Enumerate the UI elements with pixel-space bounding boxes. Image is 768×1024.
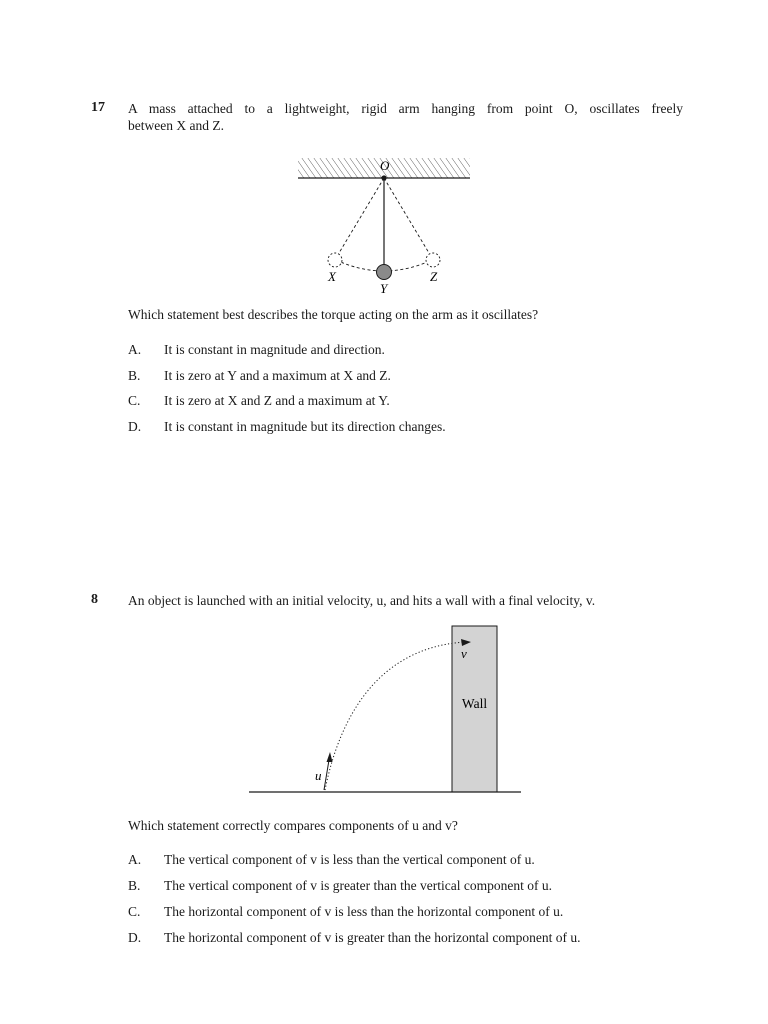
option-text: The horizontal component of v is greater than the horizontal component of u. <box>164 930 581 945</box>
option-letter: A. <box>128 852 142 867</box>
option-letter: D. <box>128 419 142 434</box>
option-text: It is constant in magnitude but its direction changes. <box>164 419 446 434</box>
question-17-stem <box>128 100 683 134</box>
option-text: The vertical component of v is less than the vertical component of u. <box>164 852 535 867</box>
option-letter: D. <box>128 930 142 945</box>
label-x: X <box>328 269 336 284</box>
option-letter: C. <box>128 393 141 408</box>
label-o: O <box>380 158 390 173</box>
option-letter: A. <box>128 342 142 357</box>
option-text: It is zero at Y and a maximum at X and Z. <box>164 368 391 383</box>
option-text: The horizontal component of v is less than the horizontal component of u. <box>164 904 564 919</box>
option-letter: C. <box>128 904 141 919</box>
velocity-u-arrow <box>324 760 329 790</box>
bob-y-position <box>377 265 392 280</box>
wall-label: Wall <box>461 696 488 711</box>
option-text: It is zero at X and Z and a maximum at Y. <box>164 393 390 408</box>
bob-z-position <box>426 253 440 267</box>
option-letter: B. <box>128 878 141 893</box>
velocity-u-arrowhead <box>327 752 333 762</box>
arm-to-x-dashed <box>336 178 384 258</box>
option-text: It is constant in magnitude and direction. <box>164 342 385 357</box>
pivot-point <box>381 175 386 180</box>
option-letter: B. <box>128 368 141 383</box>
question-8-prompt: Which statement correctly compares components of u and v? <box>128 818 458 833</box>
pendulum-diagram <box>290 150 490 300</box>
question-17-number: 17 <box>91 100 105 115</box>
label-z: Z <box>430 269 438 284</box>
question-17-stem-line-2: between X and Z. <box>128 118 224 133</box>
question-17-prompt: Which statement best describes the torque acting on the arm as it oscillates? <box>128 307 539 322</box>
projectile-wall-diagram <box>245 620 525 800</box>
question-8-stem: An object is launched with an initial velocity, u, and hits a wall with a final velocity, v. <box>128 593 596 608</box>
question-8-number: 8 <box>91 592 98 607</box>
arm-to-z-dashed <box>384 178 432 258</box>
bob-x-position <box>328 253 342 267</box>
label-v: v <box>461 646 467 661</box>
question-17-stem-line-1: A mass attached to a lightweight, rigid arm hanging from point O, oscillates freely <box>128 101 683 116</box>
trajectory-dotted <box>325 642 465 790</box>
option-text: The vertical component of v is greater than the vertical component of u. <box>164 878 552 893</box>
label-u: u <box>315 768 322 783</box>
label-y: Y <box>380 281 388 296</box>
